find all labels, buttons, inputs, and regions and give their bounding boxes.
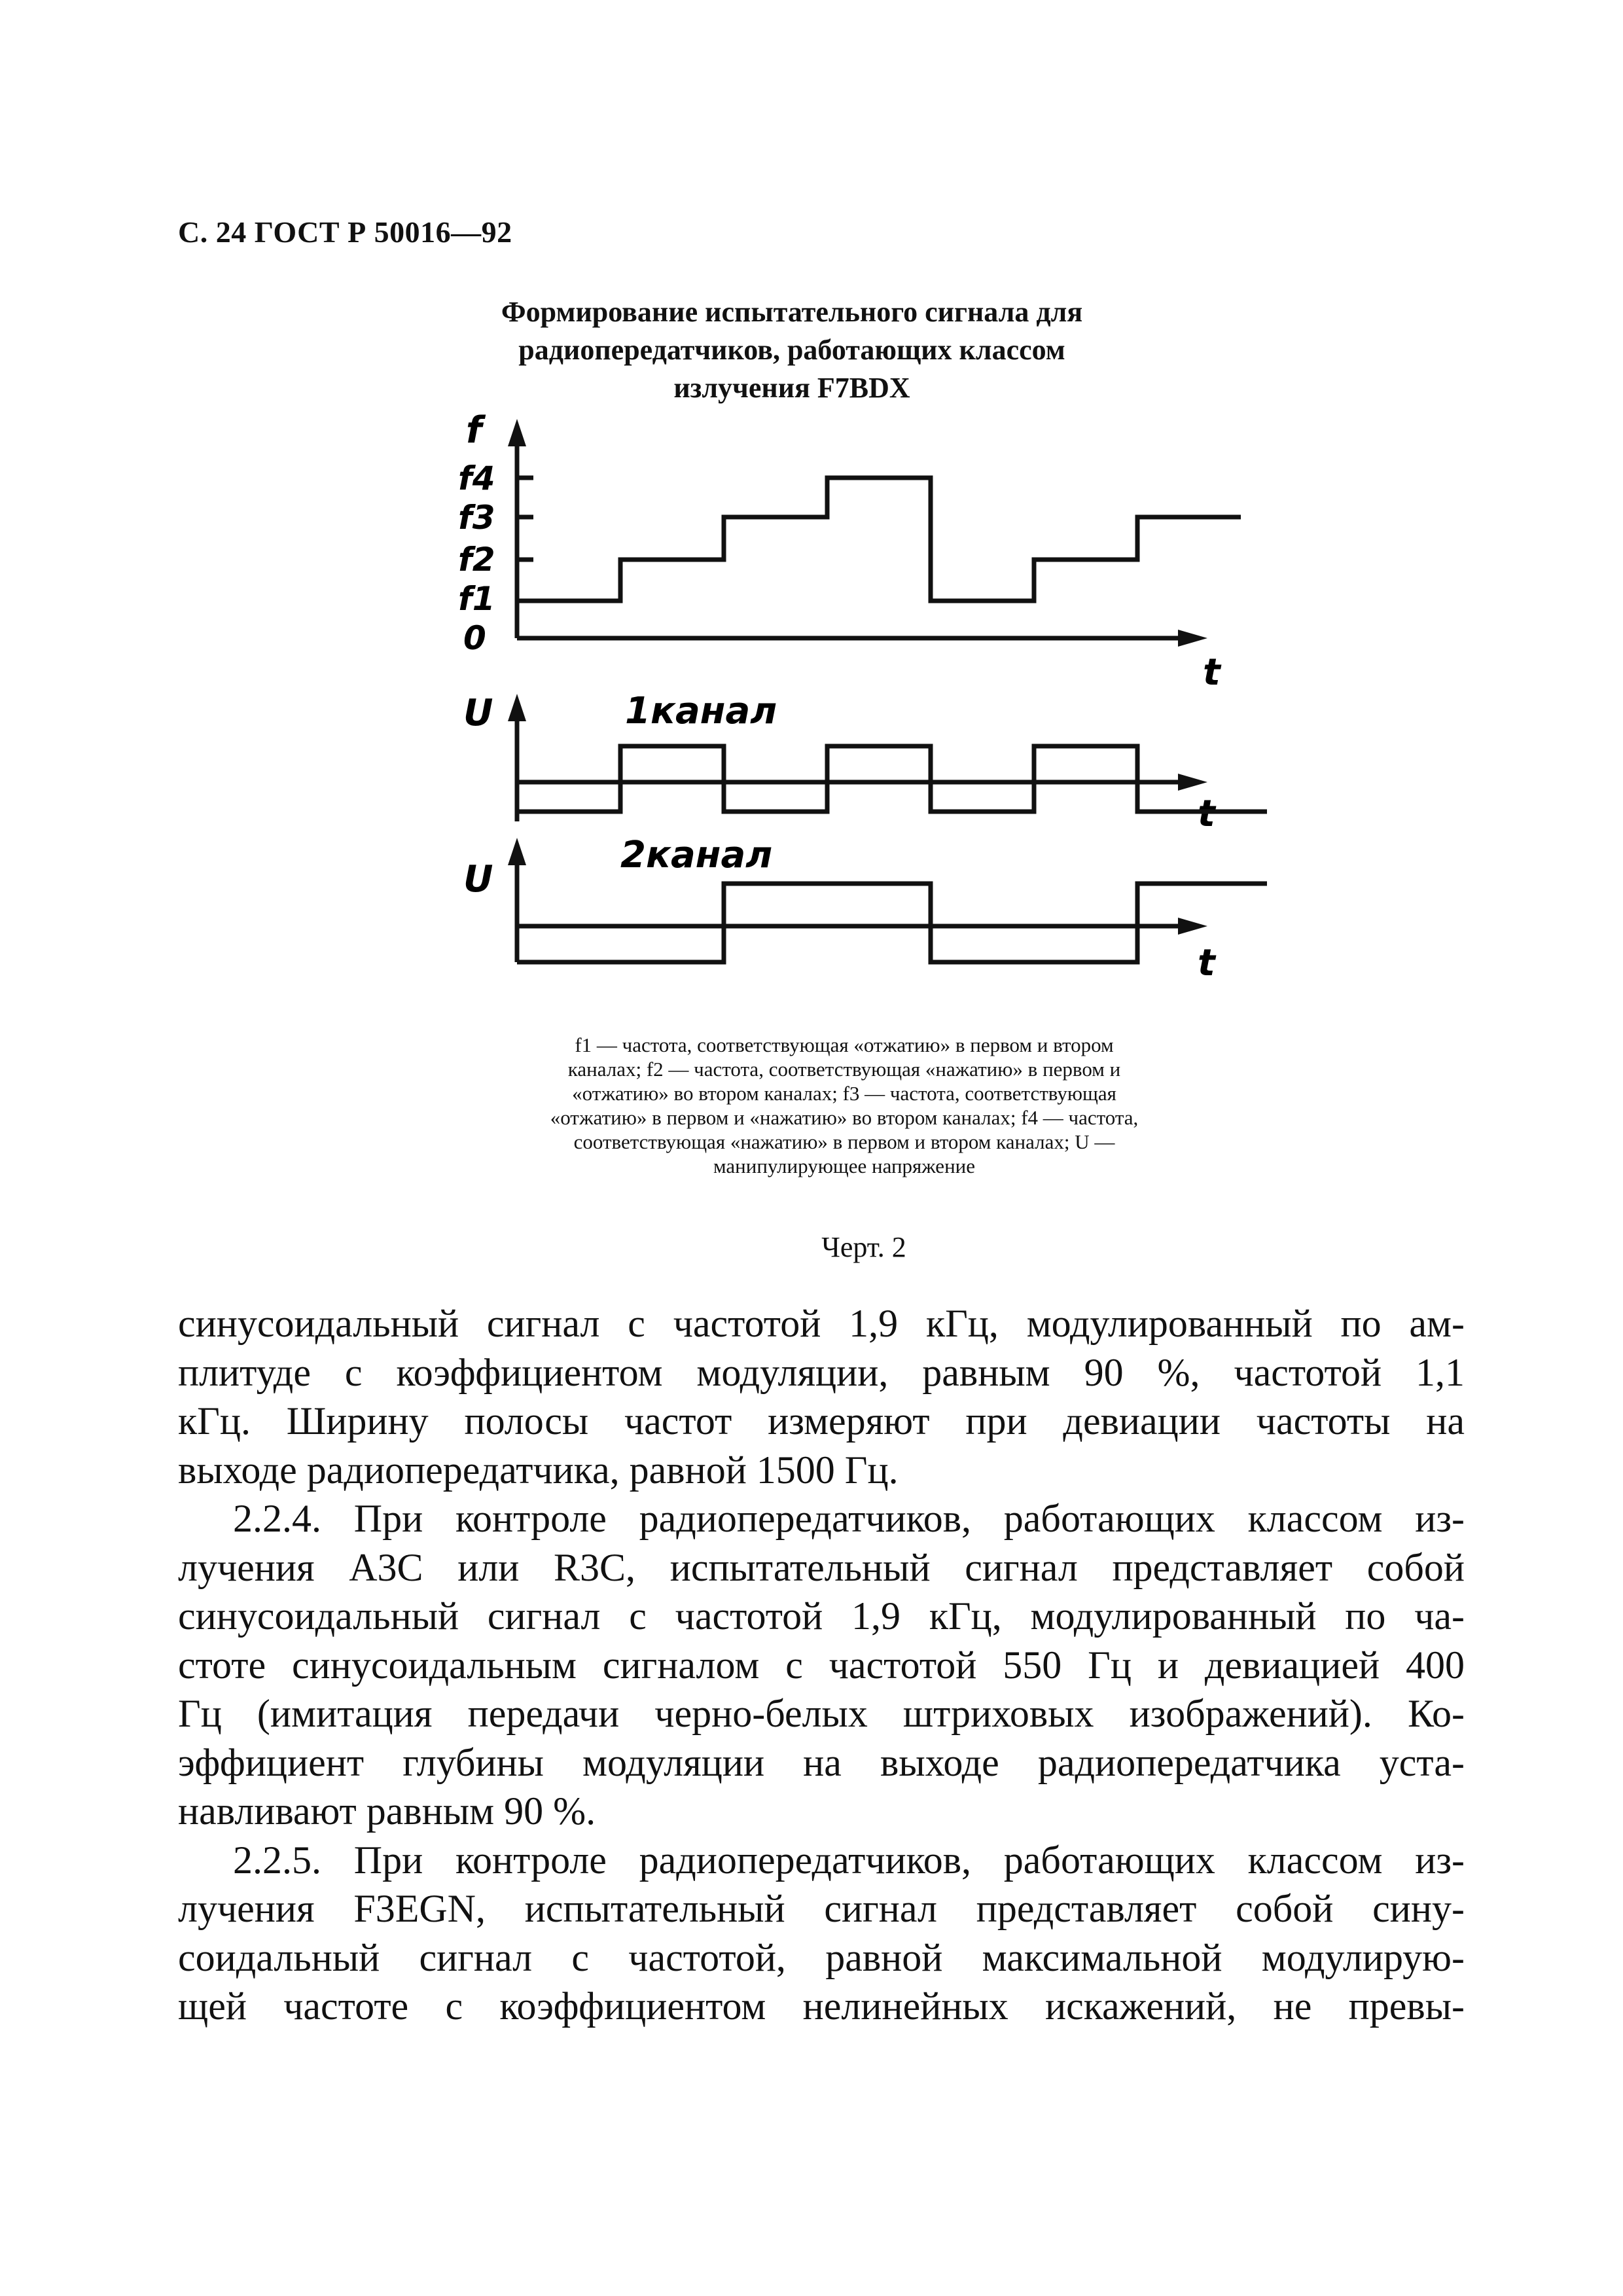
freq-tick-label-f1: f1	[458, 580, 495, 618]
body-line: синусоидальный сигнал с частотой 1,9 кГц, модулированный по ам-	[178, 1302, 1465, 1345]
ch1-time-label: t	[1198, 793, 1215, 835]
figure-title-line: излучения F7BDX	[673, 372, 910, 404]
ch1-title: 1канал	[625, 690, 777, 732]
body-line: синусоидальный сигнал с частотой 1,9 кГц, модулированный по ча-	[178, 1594, 1465, 1638]
ch2-axis-label: U	[463, 858, 493, 901]
freq-axis-label: f	[466, 409, 482, 452]
ch1-x-axis-arrow-icon	[1178, 774, 1207, 791]
ch2-title: 2канал	[620, 834, 773, 876]
body-line: кГц. Ширину полосы частот измеряют при девиации частоты на	[178, 1399, 1465, 1443]
body-line: стоте синусоидальным сигналом с частотой 550 Гц и девиацией 400	[178, 1643, 1465, 1687]
ch2-y-axis-arrow-icon	[508, 838, 526, 865]
body-line: плитуде с коэффициентом модуляции, равным 90 %, частотой 1,1	[178, 1350, 1465, 1394]
freq-y-axis-arrow-icon	[508, 419, 526, 446]
body-line: эффициент глубины модуляции на выходе радиопередатчика уста-	[178, 1740, 1465, 1784]
legend-line: «отжатию» в первом и «нажатию» во втором каналах; f4 — частота,	[550, 1106, 1139, 1129]
ch2-time-label: t	[1198, 942, 1215, 984]
freq-x-axis-arrow-icon	[1178, 630, 1207, 647]
ch2-x-axis-arrow-icon	[1178, 918, 1207, 935]
freq-time-label: t	[1203, 651, 1221, 694]
signal-diagram	[0, 0, 1623, 1021]
page-header: С. 24 ГОСТ Р 50016—92	[178, 215, 512, 249]
body-line: соидальный сигнал с частотой, равной максимальной модулирую-	[178, 1935, 1465, 1979]
ch1-pulse-waveform	[517, 746, 1267, 812]
body-line: 2.2.5. При контроле радиопередатчиков, работающих классом из-	[233, 1838, 1465, 1882]
figure-title-line: радиопередатчиков, работающих классом	[518, 334, 1065, 366]
body-line: 2.2.4. При контроле радиопередатчиков, работающих классом из-	[233, 1497, 1465, 1540]
freq-tick-label-f2: f2	[458, 541, 495, 579]
ch1-y-axis-arrow-icon	[508, 694, 526, 721]
legend-line: соответствующая «нажатию» в первом и втором каналах; U —	[573, 1130, 1115, 1153]
body-text	[178, 1299, 1465, 2031]
legend-line: каналах; f2 — частота, соответствующая «нажатию» в первом и	[567, 1058, 1121, 1081]
body-line: навливают равным 90 %.	[178, 1789, 596, 1833]
figure-legend	[445, 1033, 1243, 1178]
body-line: Гц (имитация передачи черно-белых штриховых изображений). Ко-	[178, 1692, 1465, 1735]
ch1-axis-label: U	[463, 692, 493, 734]
freq-step-waveform	[517, 478, 1241, 601]
body-line: лучения F3EGN, испытательный сигнал представляет собой сину-	[178, 1887, 1465, 1930]
freq-tick-label-f3: f3	[458, 499, 495, 537]
body-line: щей частоте с коэффициентом нелинейных искажений, не превы-	[178, 1984, 1465, 2028]
freq-tick-label-f4: f4	[458, 459, 495, 497]
body-line: выходе радиопередатчика, равной 1500 Гц.	[178, 1448, 899, 1492]
figure-caption: Черт. 2	[821, 1231, 906, 1263]
legend-line: манипулирующее напряжение	[713, 1155, 976, 1177]
legend-line: «отжатию» во втором каналах; f3 — частота, соответствующая	[572, 1082, 1116, 1105]
figure-title-line: Формирование испытательного сигнала для	[501, 296, 1083, 328]
body-line: лучения A3C или R3C, испытательный сигнал представляет собой	[178, 1545, 1465, 1589]
freq-tick-label-zero: 0	[463, 619, 486, 657]
legend-line: f1 — частота, соответствующая «отжатию» в первом и втором	[575, 1033, 1114, 1056]
ch2-pulse-waveform	[517, 884, 1267, 962]
